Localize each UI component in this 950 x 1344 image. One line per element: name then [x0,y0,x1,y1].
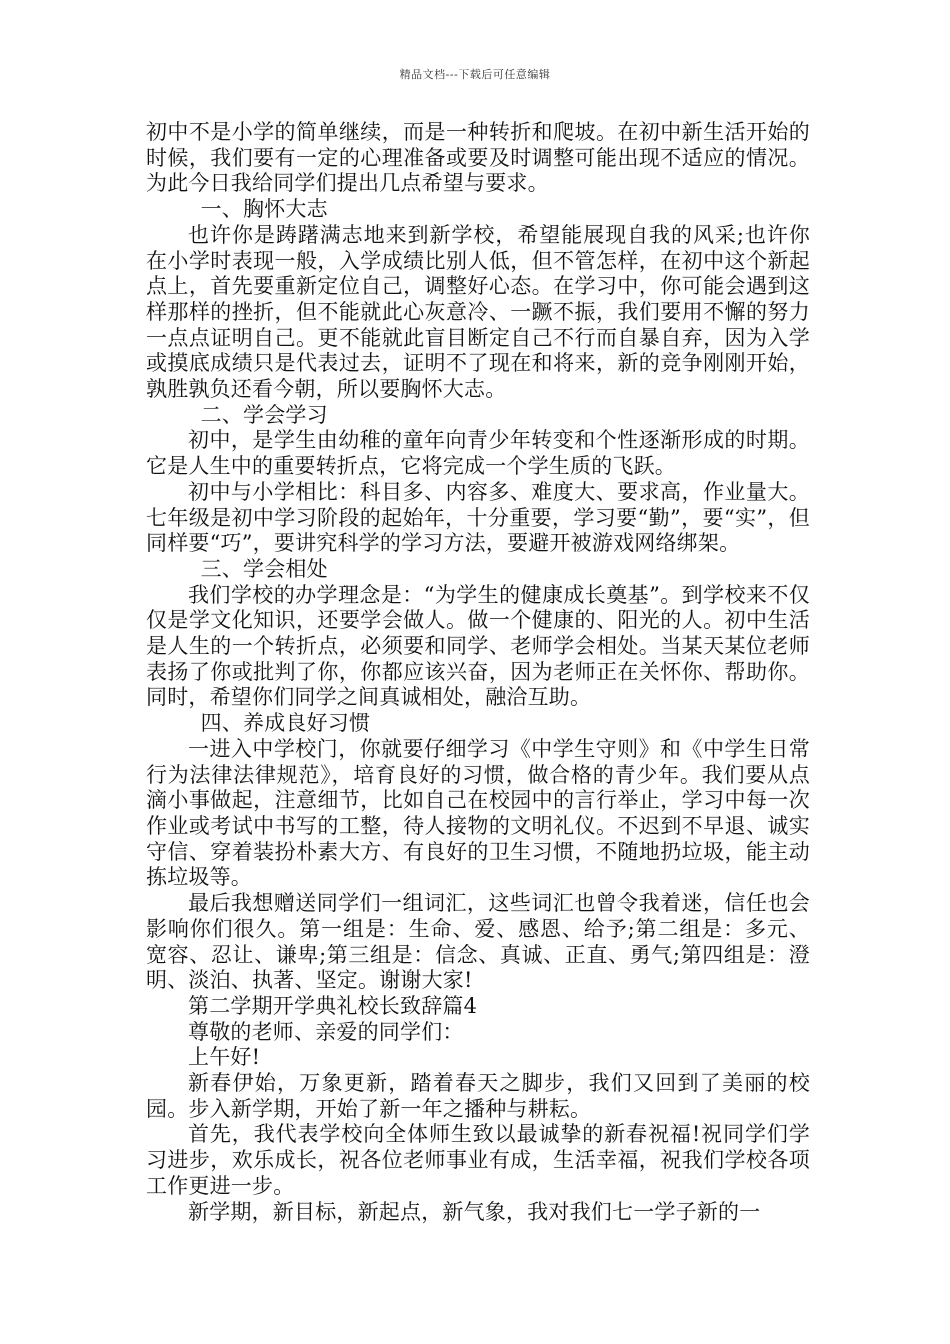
section-heading-2: 二、学会学习 [200,402,328,427]
paragraph: 我们学校的办学理念是：“为学生的健康成长奠基”。到学校来不仅仅是学文化知识，还要学会做人。做一个健康的、阳光的人。初中生活是人生的一个转折点，必须要和同学、老师学会相处。当某天某位老师表扬了你或批判了你，你都应该兴奋，因为老师正在关怀你、帮助你。同时，希望你们同学之间真诚相处，融洽互助。 [146,582,810,710]
paragraph: 初中与小学相比：科目多、内容多、难度大、要求高，作业量大。七年级是初中学习阶段的起始年，十分重要，学习要“勤”，要“实”，但同样要“巧”，要讲究科学的学习方法，要避开被游戏网络绑架。 [146,479,810,556]
document-body [146,120,810,1225]
paragraph: 最后我想赠送同学们一组词汇，这些词汇也曾令我着迷，信任也会影响你们很久。第一组是：生命、爱、感恩、给予;第二组是：多元、宽容、忍让、谦卑;第三组是：信念、真诚、正直、勇气;第四组是：澄明、淡泊、执著、坚定。谢谢大家! [146,891,810,993]
section-heading-4: 四、养成良好习惯 [200,711,371,736]
speech-title: 第二学期开学典礼校长致辞篇4 [188,993,478,1018]
paragraph: 首先，我代表学校向全体师生致以最诚挚的新春祝福!祝同学们学习进步，欢乐成长，祝各位老师事业有成，生活幸福，祝我们学校各项工作更进一步。 [146,1122,810,1198]
section-heading-1: 一、胸怀大志 [200,197,328,222]
paragraph: 一进入中学校门，你就要仔细学习《中学生守则》和《中学生日常行为法律法律规范》，培育良好的习惯，做合格的青少年。我们要从点滴小事做起，注意细节，比如自己在校园中的言行举止，学习中每一次作业或考试中书写的工整，待人接物的文明礼仪。不迟到不早退、诚实守信、穿着装扮朴素大方、有良好的卫生习惯，不随地扔垃圾，能主动拣垃圾等。 [146,736,810,890]
page-header: 精品文档---下载后可任意编辑 [399,68,551,81]
section-heading-3: 三、学会相处 [200,556,328,581]
salutation: 尊敬的老师、亲爱的同学们： [188,1019,464,1044]
paragraph: 初中，是学生由幼稚的童年向青少年转变和个性逐渐形成的时期。它是人生中的重要转折点，它将完成一个学生质的飞跃。 [146,428,810,479]
greeting: 上午好! [188,1045,261,1070]
paragraph: 也许你是踌躇满志地来到新学校，希望能展现自我的风采;也许你在小学时表现一般，入学成绩比别人低，但不管怎样，在初中这个新起点上，首先要重新定位自己，调整好心态。在学习中，你可能会遇到这样那样的挫折，但不能就此心灰意冷、一蹶不振，我们要用不懈的努力一点点证明自己。更不能就此盲目断定自己不行而自暴自弃，因为入学或摸底成绩只是代表过去，证明不了现在和将来，新的竞争刚刚开始，孰胜孰负还看今朝，所以要胸怀大志。 [146,222,810,402]
paragraph: 新春伊始，万象更新，踏着春天之脚步，我们又回到了美丽的校园。步入新学期，开始了新一年之播种与耕耘。 [146,1071,810,1121]
paragraph: 新学期，新目标，新起点，新气象，我对我们七一学子新的一 [188,1199,761,1224]
paragraph-intro: 初中不是小学的简单继续，而是一种转折和爬坡。在初中新生活开始的时候，我们要有一定的心理准备或要及时调整可能出现不适应的情况。为此今日我给同学们提出几点希望与要求。 [146,120,810,196]
